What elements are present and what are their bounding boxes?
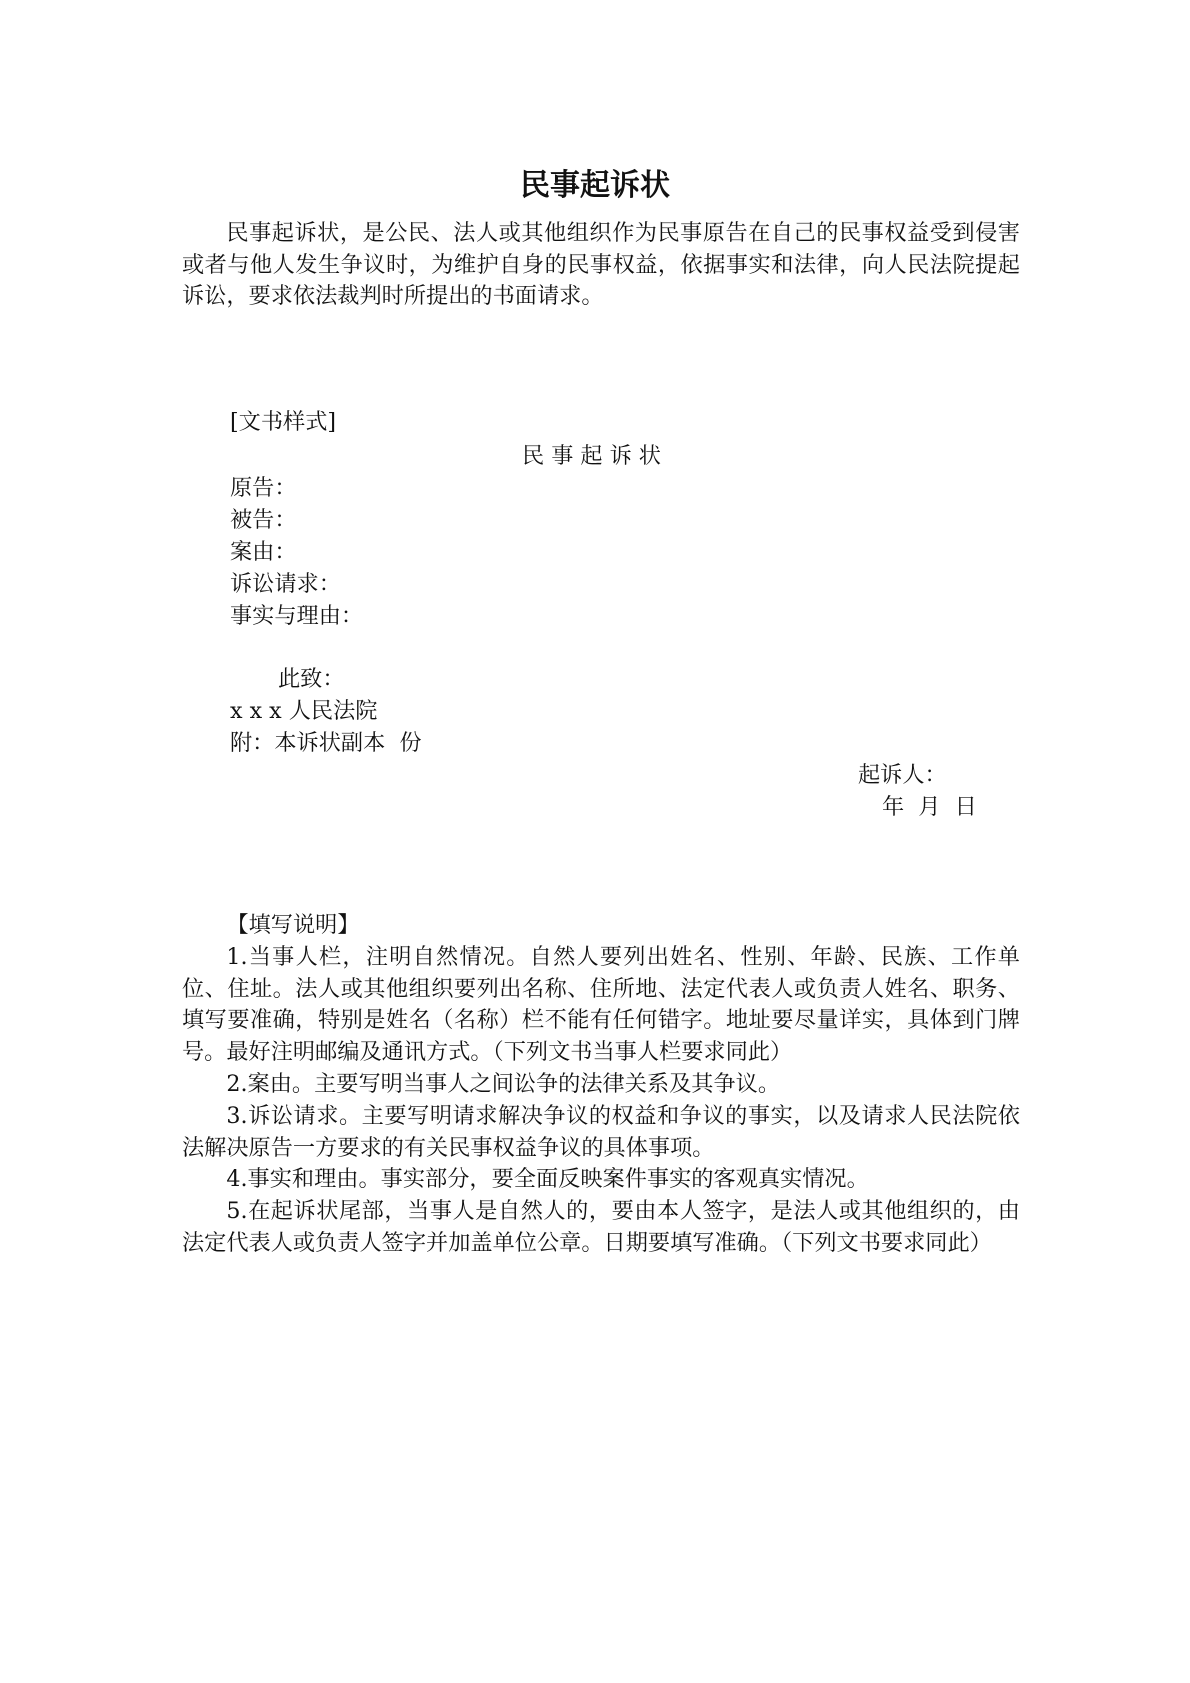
instructions-heading: 【填写说明】 (226, 912, 360, 938)
court-name: x x x 人民法院 (230, 698, 378, 724)
signer-label: 起诉人： (858, 762, 947, 788)
document-title: 民事起诉状 (520, 168, 670, 203)
facts-label: 事实与理由： (230, 603, 364, 629)
instruction-item: 3.诉讼请求。主要写明请求解决争议的权益和争议的事实，以及请求人民法院依法解决原告一方要求的有关民事权益争议的具体事项。 (182, 1102, 1020, 1161)
attachment-line: 附：本诉状副本 份 (230, 730, 422, 756)
date-line: 年 月 日 (882, 794, 977, 820)
instruction-item: 1.当事人栏，注明自然情况。自然人要列出姓名、性别、年龄、民族、工作单位、住址。法人或其他组织要列出名称、住所地、法定代表人或负责人姓名、职务、填写要准确，特别是姓名（名称）栏不能有任何错字。地址要尽量详实，具体到门牌号。最好注明邮编及通讯方式。（下列文书当事人栏要求同此） (182, 943, 1020, 1066)
cause-label: 案由： (230, 539, 297, 565)
salutation: 此致： (278, 666, 345, 692)
claims-label: 诉讼请求： (230, 571, 341, 597)
instruction-item: 4.事实和理由。事实部分，要全面反映案件事实的客观真实情况。 (226, 1166, 869, 1193)
form-title: 民事起诉状 (522, 443, 668, 469)
sample-label: [文书样式] (230, 409, 337, 435)
instruction-item: 2.案由。主要写明当事人之间讼争的法律关系及其争议。 (226, 1070, 781, 1097)
instructions-section (182, 910, 1020, 1260)
instruction-item: 5.在起诉状尾部，当事人是自然人的，要由本人签字，是法人或其他组织的，由法定代表人或负责人签字并加盖单位公章。日期要填写准确。（下列文书要求同此） (182, 1198, 1020, 1256)
intro-paragraph: 民事起诉状，是公民、法人或其他组织作为民事原告在自己的民事权益受到侵害或者与他人发生争议时，为维护自身的民事权益，依据事实和法律，向人民法院提起诉讼，要求依法裁判时所提出的书面请求。 (182, 220, 1020, 309)
defendant-label: 被告： (230, 507, 297, 533)
plaintiff-label: 原告： (230, 475, 297, 501)
